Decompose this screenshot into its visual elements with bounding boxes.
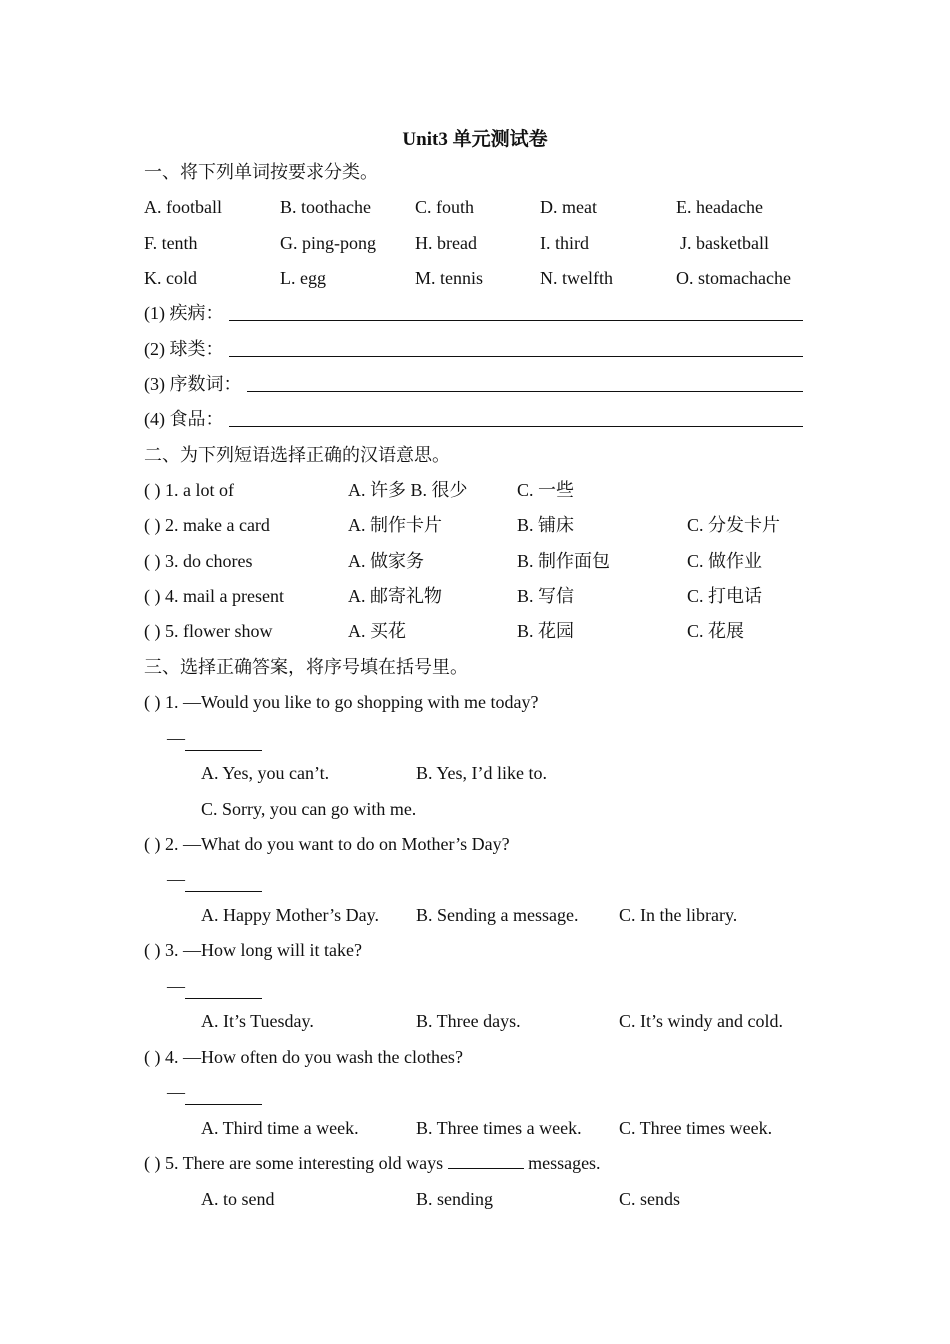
mc-option: A. Third time a week.: [201, 1118, 359, 1138]
answer-blank[interactable]: [185, 980, 262, 999]
mc-option: B. Sending a message.: [416, 905, 579, 925]
phrase-option: A. 买花: [348, 621, 406, 641]
answer-blank[interactable]: [229, 320, 803, 321]
mc-option: C. In the library.: [619, 905, 738, 925]
phrase-option: A. 邮寄礼物: [348, 586, 442, 606]
mc-option: A. Yes, you can’t.: [201, 763, 330, 783]
word-option: A. football: [144, 197, 222, 217]
phrase-option: C. 一些: [517, 480, 575, 500]
answer-blank[interactable]: [229, 356, 803, 357]
mc-option: B. sending: [416, 1189, 494, 1209]
word-option: J. basketball: [680, 233, 769, 253]
phrase-option: B. 写信: [517, 586, 575, 606]
phrase-option: C. 分发卡片: [687, 515, 781, 535]
phrase-question: ( ) 3. do chores: [144, 551, 253, 571]
phrase-question: ( ) 2. make a card: [144, 515, 270, 535]
answer-blank[interactable]: [247, 391, 803, 392]
word-option: G. ping-pong: [280, 233, 376, 253]
answer-blank[interactable]: [229, 426, 803, 427]
section2-heading: 二、为下列短语选择正确的汉语意思。: [144, 445, 450, 465]
word-option: B. toothache: [280, 197, 371, 217]
section1-heading: 一、将下列单词按要求分类。: [144, 162, 378, 182]
phrase-question: ( ) 1. a lot of: [144, 480, 234, 500]
category-label: (2) 球类：: [144, 339, 224, 359]
mc-option: A. to send: [201, 1189, 275, 1209]
category-label: (3) 序数词：: [144, 374, 242, 394]
section3-heading: 三、选择正确答案，将序号填在括号里。: [144, 657, 468, 677]
word-option: I. third: [540, 233, 589, 253]
word-option: D. meat: [540, 197, 597, 217]
answer-blank[interactable]: [185, 1086, 262, 1105]
mc-question: ( ) 4. —How often do you wash the clothes?: [144, 1047, 463, 1067]
answer-dash: —: [167, 973, 262, 999]
answer-dash: —: [167, 725, 262, 751]
phrase-option: A. 做家务: [348, 551, 424, 571]
word-option: O. stomachache: [676, 268, 791, 288]
word-option: K. cold: [144, 268, 197, 288]
mc-question: ( ) 2. —What do you want to do on Mother’s Day?: [144, 834, 510, 854]
mc-option: B. Three days.: [416, 1011, 521, 1031]
mc-option: C. sends: [619, 1189, 681, 1209]
phrase-option: B. 花园: [517, 621, 575, 641]
answer-dash: —: [167, 1079, 262, 1105]
mc-question: ( ) 5. There are some interesting old ways messages.: [144, 1150, 601, 1176]
mc-question: ( ) 1. —Would you like to go shopping with me today?: [144, 692, 539, 712]
word-option: C. fouth: [415, 197, 475, 217]
phrase-option: C. 花展: [687, 621, 745, 641]
mc-option: C. Sorry, you can go with me.: [201, 799, 417, 819]
mc-option: C. Three times week.: [619, 1118, 773, 1138]
category-label: (1) 疾病：: [144, 303, 224, 323]
answer-dash: —: [167, 866, 262, 892]
mc-question: ( ) 3. —How long will it take?: [144, 940, 362, 960]
phrase-option: C. 做作业: [687, 551, 763, 571]
page-title: Unit3 单元测试卷: [402, 129, 548, 150]
mc-option: B. Three times a week.: [416, 1118, 582, 1138]
phrase-option: C. 打电话: [687, 586, 763, 606]
mc-option: B. Yes, I’d like to.: [416, 763, 548, 783]
word-option: H. bread: [415, 233, 477, 253]
inline-blank[interactable]: [448, 1150, 524, 1169]
mc-option: C. It’s windy and cold.: [619, 1011, 783, 1031]
phrase-question: ( ) 4. mail a present: [144, 586, 284, 606]
mc-option: A. Happy Mother’s Day.: [201, 905, 379, 925]
word-option: F. tenth: [144, 233, 198, 253]
mc-option: A. It’s Tuesday.: [201, 1011, 314, 1031]
phrase-question: ( ) 5. flower show: [144, 621, 273, 641]
word-option: E. headache: [676, 197, 763, 217]
word-option: L. egg: [280, 268, 326, 288]
phrase-option: A. 制作卡片: [348, 515, 442, 535]
answer-blank[interactable]: [185, 873, 262, 892]
phrase-option: B. 铺床: [517, 515, 575, 535]
category-label: (4) 食品：: [144, 409, 224, 429]
answer-blank[interactable]: [185, 732, 262, 751]
word-option: M. tennis: [415, 268, 484, 288]
word-option: N. twelfth: [540, 268, 613, 288]
phrase-option: A. 许多 B. 很少: [348, 480, 468, 500]
phrase-option: B. 制作面包: [517, 551, 611, 571]
